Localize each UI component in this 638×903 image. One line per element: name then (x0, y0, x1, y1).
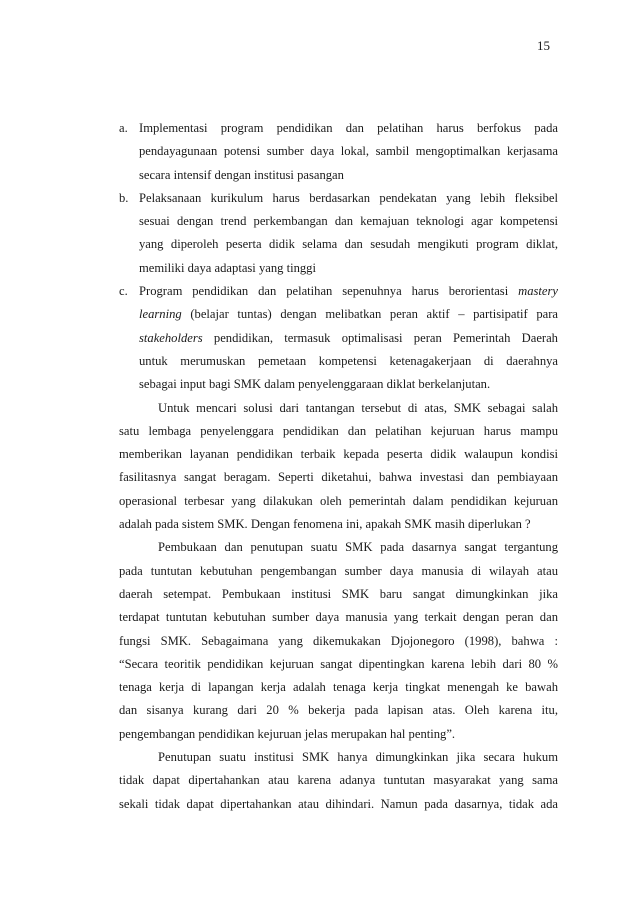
list-item-b-line-2: sesuai dengan trend perkembangan dan kemajuan teknologi agar kompetensi (139, 214, 558, 229)
paragraph-line: tidak dapat dipertahankan atau karena adanya tuntutan masyarakat yang sama (119, 773, 558, 788)
paragraph-3 (119, 746, 558, 816)
paragraph-line: adalah pada sistem SMK. Dengan fenomena ini, apakah SMK masih diperlukan ? (119, 517, 531, 532)
list-item-c-line-3: stakeholders pendidikan, termasuk optimalisasi peran Pemerintah Daerah (139, 330, 558, 345)
paragraph-line: Penutupan suatu institusi SMK hanya dimungkinkan jika secara hukum (158, 750, 558, 765)
paragraph-line: fungsi SMK. Sebagaimana yang dikemukakan Djojonegoro (1998), bahwa : (119, 633, 558, 648)
paragraph-line: pengembangan pendidikan kejuruan jelas merupakan hal penting”. (119, 726, 456, 741)
list-item-b (119, 187, 558, 280)
list-item-c-label: c. (119, 284, 128, 299)
list-item-c-line-4: untuk merumuskan pemetaan kompetensi ketenagakerjaan di daerahnya (139, 353, 558, 368)
paragraph-line: terdapat tuntutan kebutuhan sumber daya manusia yang terkait dengan peran dan (119, 610, 558, 625)
list-item-b-line-3: yang diperoleh peserta didik selama dan sesudah mengikuti program diklat, (139, 237, 558, 252)
paragraph-line: fasilitasnya sangat beragam. Seperti diketahui, bahwa investasi dan pembiayaan (119, 470, 558, 485)
list-item-b-line-1: b. Pelaksanaan kurikulum harus berdasarkan pendekatan yang lebih fleksibel (119, 187, 558, 210)
paragraph-line: pada tuntutan kebutuhan pengembangan sumber daya manusia di wilayah atau (119, 563, 558, 578)
list-item-c-line-2: learning (belajar tuntas) dengan melibatkan peran aktif – partisipatif para (139, 307, 558, 322)
list-item-a-line-1: a. Implementasi program pendidikan dan pelatihan harus berfokus pada (119, 117, 558, 140)
paragraph-line: operasional terbesar yang dilakukan oleh pemerintah dalam pendidikan kejuruan (119, 493, 558, 508)
list-item-c (119, 280, 558, 396)
term-mastery: mastery (518, 284, 558, 299)
paragraph-line: dan sisanya kurang dari 20 % bekerja pada lapisan atas. Oleh karena itu, (119, 703, 558, 718)
list-item-a (119, 117, 558, 187)
list-item-c-line-1: c. Program pendidikan dan pelatihan sepenuhnya harus berorientasi mastery (119, 280, 558, 303)
paragraph-line: “Secara teoritik pendidikan kejuruan sangat dipentingkan karena lebih dari 80 % (119, 656, 558, 671)
paragraph-line: Untuk mencari solusi dari tantangan tersebut di atas, SMK sebagai salah (158, 400, 558, 415)
paragraph-line: satu lembaga penyelenggara pendidikan dan pelatihan kejuruan harus mampu (119, 423, 558, 438)
paragraph-1 (119, 397, 558, 537)
paragraph-2 (119, 536, 558, 746)
list-item-c-line-5: sebagai input bagi SMK dalam penyelenggaraan diklat berkelanjutan. (139, 377, 491, 392)
page-number: 15 (537, 38, 550, 53)
list-item-a-line-3: secara intensif dengan institusi pasangan (139, 167, 344, 182)
paragraph-line: sekali tidak dapat dipertahankan atau dihindari. Namun pada dasarnya, tidak ada (119, 796, 558, 811)
term-learning: learning (139, 307, 182, 322)
list-item-b-label: b. (119, 190, 129, 205)
paragraph-line: Pembukaan dan penutupan suatu SMK pada dasarnya sangat tergantung (158, 540, 558, 555)
page-body (119, 117, 558, 816)
paragraph-line: memberikan layanan pendidikan terbaik kepada peserta didik walaupun kondisi (119, 447, 558, 462)
list-item-b-line-4: memiliki daya adaptasi yang tinggi (139, 260, 316, 275)
list-item-a-label: a. (119, 121, 128, 135)
term-stakeholders: stakeholders (139, 330, 203, 345)
paragraph-line: tenaga kerja di lapangan kerja adalah tenaga kerja tingkat menengah ke bawah (119, 680, 558, 695)
list-item-a-line-2: pendayagunaan potensi sumber daya lokal, sambil mengoptimalkan kerjasama (139, 144, 558, 159)
paragraph-line: daerah setempat. Pembukaan institusi SMK baru sangat dimungkinkan jika (119, 586, 558, 601)
